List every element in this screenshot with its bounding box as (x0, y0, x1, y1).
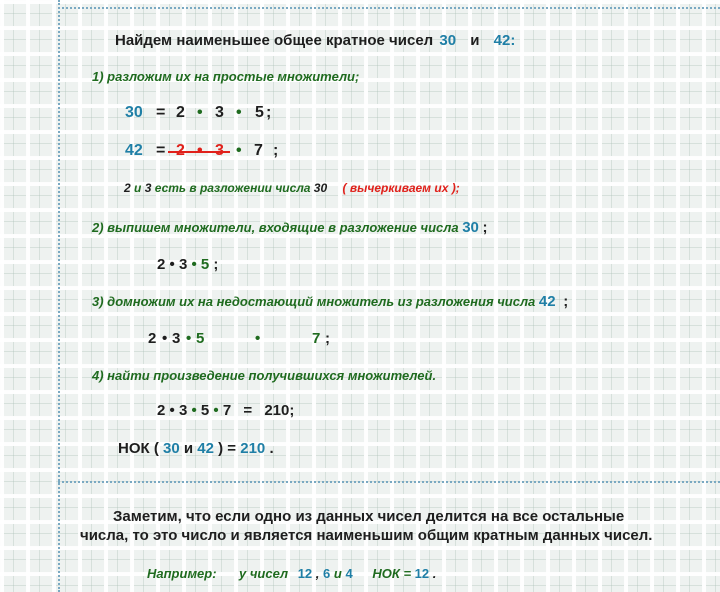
line2-b: 3 (178, 256, 188, 273)
line2-a: 2 (157, 256, 166, 273)
fact42-factor-c: 7 (254, 142, 263, 159)
example-end: . (432, 566, 437, 581)
line3-c: 5 (196, 330, 205, 347)
top-dotted-border (58, 7, 720, 9)
intro-and: и (470, 32, 480, 49)
left-dotted-border (58, 0, 60, 592)
fact30-factor-b: 3 (215, 104, 224, 121)
step3-semicolon: ; (563, 293, 569, 310)
example-result: 12 (414, 566, 430, 581)
nok-label: НОК ( (118, 440, 159, 457)
intro-num2: 42: (493, 32, 516, 49)
line3-dot3: • (255, 330, 261, 347)
line3-a: 2 (148, 330, 157, 347)
line4-dot2: • (191, 402, 197, 419)
example-comma: , (315, 566, 320, 581)
line2-expression (157, 256, 218, 273)
intro-num1: 30 (439, 32, 457, 49)
fact30-equals: = (156, 104, 166, 121)
line3-dot1: • (162, 330, 168, 347)
line3-d: 7 (312, 330, 321, 347)
line4-c: 5 (200, 402, 210, 419)
example-n1: 12 (297, 566, 313, 581)
remark-line1: Заметим, что если одно из данных чисел делится на все остальные (113, 508, 625, 525)
fact42-dot2: • (236, 142, 242, 159)
step2-semicolon: ; (482, 219, 488, 236)
crossout-3: 3 (144, 181, 152, 195)
line4-dot1: • (169, 402, 175, 419)
example-line (239, 566, 436, 581)
example-label: Например: (147, 566, 217, 581)
fact30-dot2: • (236, 104, 242, 121)
step2-label: 2) выпишем множители, входящие в разложение числа (92, 220, 459, 235)
crossout-text: есть в разложении числа (154, 181, 311, 195)
fact42-equals: = (156, 142, 166, 159)
line3-semicolon: ; (325, 330, 330, 347)
line3-b: 3 (172, 330, 181, 347)
step3-line (92, 293, 568, 310)
line4-equals: = (243, 402, 253, 419)
line4-dot3: • (213, 402, 219, 419)
step4-label: 4) найти произведение получившихся множителей. (92, 368, 437, 383)
line3-dot2: • (186, 330, 192, 347)
line4-b: 3 (178, 402, 188, 419)
crossout-and: и (134, 181, 142, 195)
nok-line (118, 440, 274, 457)
line4-a: 2 (157, 402, 166, 419)
example-n3: 4 (345, 566, 353, 581)
crossout-line (124, 181, 460, 195)
remark-line2: числа, то это число и является наименьшим общим кратным данных чисел. (80, 527, 653, 544)
example-and: и (333, 566, 342, 581)
intro-text: Найдем наименьшее общее кратное чисел (115, 32, 434, 49)
line2-dot2: • (191, 256, 197, 273)
fact42-factor-a-crossed: 2 (176, 142, 185, 159)
section-dotted-divider (58, 481, 720, 483)
fact42-semicolon: ; (273, 142, 279, 159)
fact30-semicolon: ; (266, 104, 272, 121)
step2-line (92, 219, 488, 236)
crossout-2: 2 (124, 181, 131, 195)
fact30-factor-c: 5 (255, 104, 264, 121)
fact42-factor-b-crossed: 3 (215, 142, 224, 159)
fact30-number: 30 (125, 104, 143, 121)
line4-expression (157, 402, 294, 419)
line4-result: 210; (264, 402, 295, 419)
line4-d: 7 (222, 402, 232, 419)
line2-c: 5 (200, 256, 210, 273)
example-n2: 6 (323, 566, 331, 581)
crossout-30: 30 (313, 181, 328, 195)
fact30-dot1: • (197, 104, 203, 121)
line2-dot1: • (169, 256, 175, 273)
fact42-number: 42 (125, 142, 143, 159)
crossout-note: ( вычеркиваем их ); (342, 181, 460, 195)
line2-semicolon: ; (213, 256, 219, 273)
step2-num: 30 (462, 219, 479, 236)
nok-end: . (269, 440, 274, 457)
strikethrough-line (168, 151, 230, 153)
fact30-factor-a: 2 (176, 104, 185, 121)
nok-num1: 30 (163, 440, 180, 457)
step3-label: 3) домножим их на недостающий множитель из разложения числа (92, 294, 536, 309)
nok-and: и (183, 440, 194, 457)
step3-num: 42 (538, 293, 556, 310)
nok-close: ) = (218, 440, 237, 457)
nok-num2: 42 (197, 440, 214, 457)
example-text: у чисел (239, 566, 289, 581)
nok-result: 210 (240, 440, 266, 457)
example-nok: НОК = (372, 566, 412, 581)
intro-line (115, 32, 515, 49)
fact42-dot1: • (197, 142, 203, 159)
step1-label: 1) разложим их на простые множители; (92, 69, 360, 84)
